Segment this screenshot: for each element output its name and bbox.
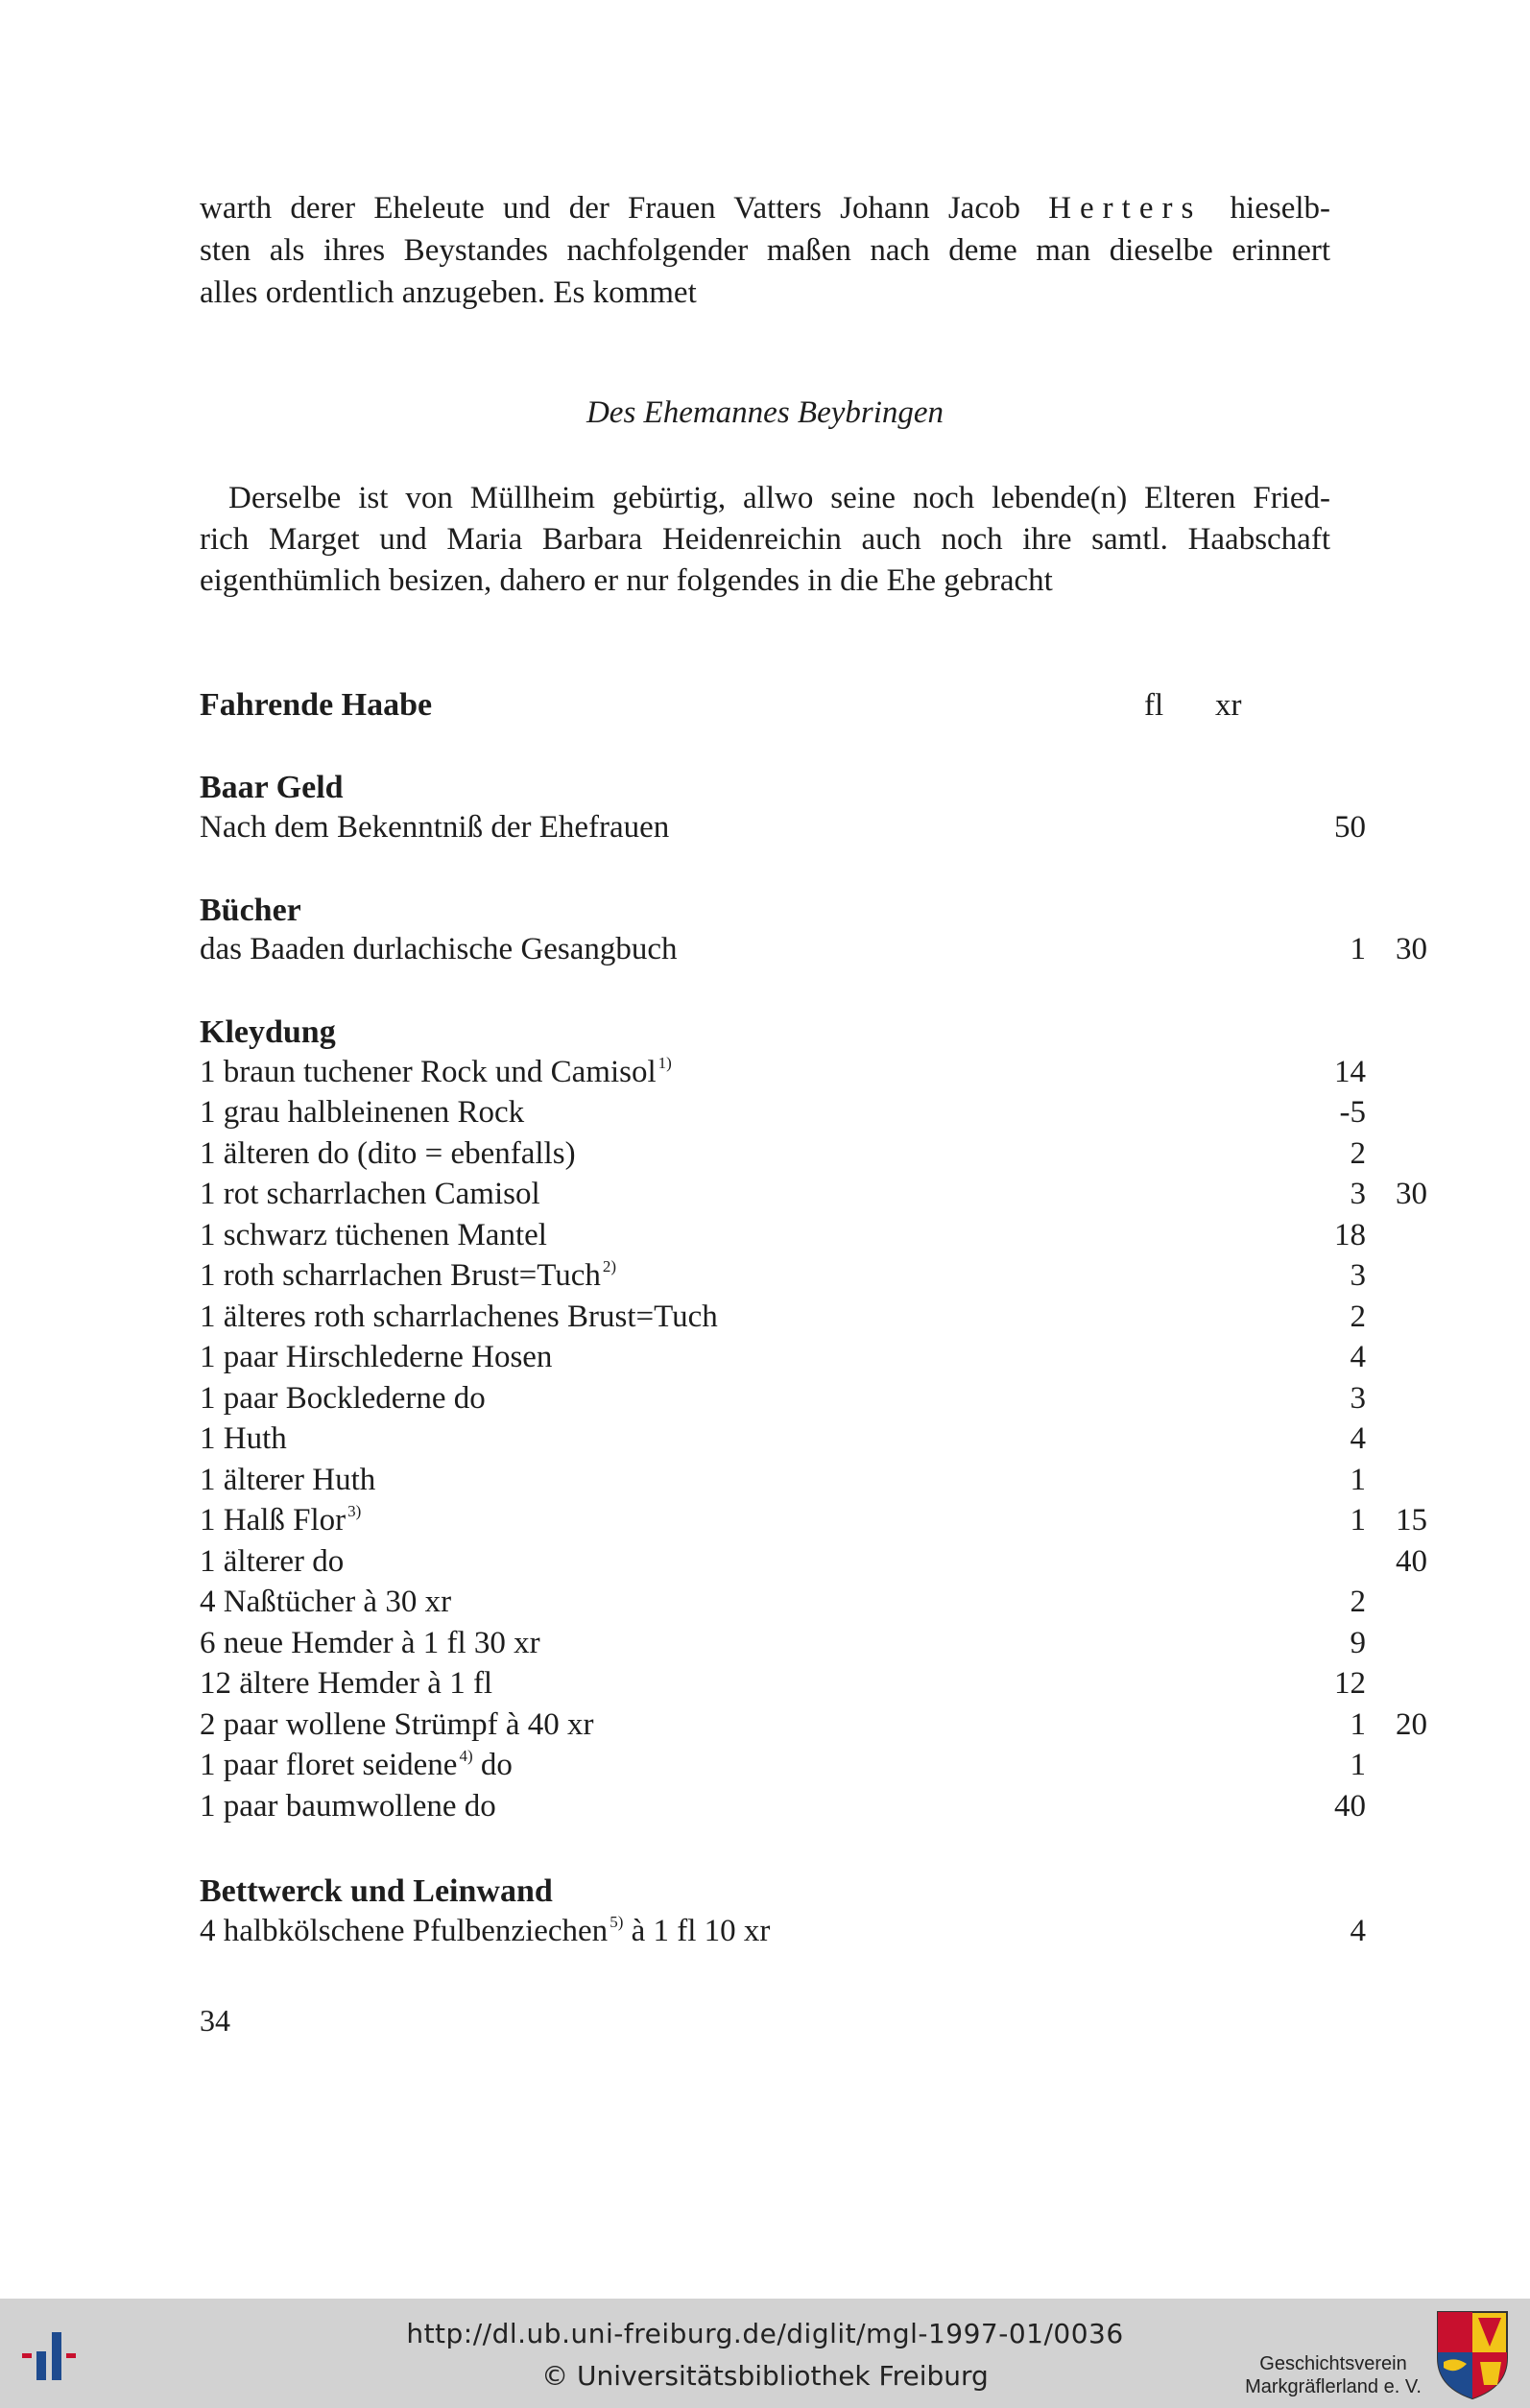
value-fl: 50 <box>1334 810 1366 845</box>
item-label <box>200 1623 540 1663</box>
section-bettwerck: Bettwerck und Leinwand <box>200 1873 553 1909</box>
value-fl: 3 <box>1350 1258 1366 1293</box>
item-label <box>200 1337 552 1377</box>
item-text: 1 älteres roth scharrlachenes Brust=Tuch <box>200 1299 718 1334</box>
table-row <box>200 1745 1366 1785</box>
society-line2: Markgräflerland e. V. <box>1245 2376 1422 2397</box>
table-row <box>200 1705 1427 1745</box>
footnote-marker: 3) <box>347 1502 362 1520</box>
value-fl: 1 <box>1350 1748 1366 1782</box>
footnote-marker: 1) <box>657 1054 672 1072</box>
table-row <box>200 1052 1366 1092</box>
table-row <box>200 807 1366 847</box>
item-label <box>200 1786 496 1826</box>
table-row <box>200 1911 1366 1951</box>
value-fl: 40 <box>1334 1789 1366 1824</box>
paragraph-line1: Derselbe ist von Müllheim gebürtig, allwo seine noch lebende(n) Elteren Fried- <box>228 481 1330 515</box>
item-label <box>200 1215 547 1255</box>
item-text: 1 paar Hirschlederne Hosen <box>200 1340 553 1374</box>
value-fl: 2 <box>1350 1299 1366 1334</box>
value-fl: 1 <box>1350 1707 1366 1742</box>
table-row <box>200 1663 1366 1704</box>
item-text: 6 neue Hemder à 1 fl 30 xr <box>200 1626 540 1660</box>
intro-line1-after: hieselb- <box>1230 191 1331 226</box>
table-row <box>200 1255 1366 1296</box>
footnote-marker: 5) <box>610 1913 624 1931</box>
item-label <box>200 1663 492 1704</box>
value-fl: 1 <box>1350 1463 1366 1497</box>
value-fl: 3 <box>1350 1381 1366 1416</box>
item-label <box>200 929 678 969</box>
page-number: 34 <box>200 2003 230 2038</box>
item-label <box>200 1133 576 1174</box>
footnote-marker: 4) <box>459 1747 473 1765</box>
footer-bar <box>0 2299 1530 2408</box>
section-baar-geld: Baar Geld <box>200 770 344 805</box>
item-label <box>200 1460 375 1500</box>
intro-paragraph <box>200 187 1330 314</box>
item-label <box>200 1745 513 1785</box>
description-paragraph <box>200 478 1330 602</box>
item-label <box>200 1092 524 1132</box>
society-name <box>1232 2352 1434 2398</box>
value-fl: 14 <box>1334 1055 1366 1089</box>
item-text: 1 Halß Flor <box>200 1503 347 1538</box>
item-label <box>200 1541 344 1582</box>
item-text: 2 paar wollene Strümpf à 40 xr <box>200 1707 594 1742</box>
table-row <box>200 1092 1366 1132</box>
item-text: 1 braun tuchener Rock und Camisol <box>200 1055 657 1089</box>
value-fl: 12 <box>1334 1666 1366 1701</box>
value-fl: 4 <box>1350 1914 1366 1948</box>
section-kleydung: Kleydung <box>200 1014 336 1050</box>
item-text: 12 ältere Hemder à 1 fl <box>200 1666 493 1701</box>
paragraph-line3: eigenthümlich besizen, dahero er nur folgendes in die Ehe gebracht <box>200 563 1053 598</box>
item-text: 1 schwarz tüchenen Mantel <box>200 1218 547 1252</box>
table-row <box>200 1337 1366 1377</box>
item-label <box>200 1705 594 1745</box>
value-xr: 20 <box>1396 1707 1427 1742</box>
value-fl: -5 <box>1339 1095 1366 1130</box>
column-header-xr: xr <box>1215 688 1242 723</box>
paragraph-line2: rich Marget und Maria Barbara Heidenreichin auch noch ihre samtl. Haabschaft <box>200 522 1330 557</box>
item-text: 1 paar Bocklederne do <box>200 1381 486 1416</box>
value-fl: 18 <box>1334 1218 1366 1252</box>
item-label <box>200 1500 361 1540</box>
value-fl: 1 <box>1350 932 1366 966</box>
table-row <box>200 1786 1366 1826</box>
section-heading: Des Ehemannes Beybringen <box>586 395 944 430</box>
item-label <box>200 807 669 847</box>
item-label <box>200 1297 718 1337</box>
item-text: 1 älterer Huth <box>200 1463 376 1497</box>
value-fl: 4 <box>1350 1340 1366 1374</box>
table-row <box>200 1582 1366 1622</box>
table-row <box>200 929 1427 969</box>
column-header-fl: fl <box>1144 688 1164 723</box>
item-text: 1 Huth <box>200 1421 287 1456</box>
intro-line2: sten als ihres Beystandes nachfolgender maßen nach deme man dieselbe erinnert <box>200 233 1330 268</box>
item-text: das Baaden durlachische Gesangbuch <box>200 932 678 966</box>
item-label <box>200 1174 540 1214</box>
value-fl: 1 <box>1350 1503 1366 1538</box>
item-text: 1 paar floret seidene <box>200 1748 458 1782</box>
item-text: 1 älteren do (dito = ebenfalls) <box>200 1136 576 1171</box>
section-buecher: Bücher <box>200 893 301 928</box>
society-line1: Geschichtsverein <box>1259 2353 1407 2374</box>
item-label <box>200 1255 616 1296</box>
item-text-suffix: do <box>472 1748 513 1782</box>
value-fl: 3 <box>1350 1177 1366 1211</box>
intro-line3: alles ordentlich anzugeben. Es kommet <box>200 275 697 310</box>
value-fl: 4 <box>1350 1421 1366 1456</box>
value-xr: 30 <box>1396 932 1427 966</box>
intro-line1-before: warth derer Eheleute und der Frauen Vatters Johann Jacob <box>200 191 1020 226</box>
item-label <box>200 1419 287 1459</box>
item-text: 4 Naßtücher à 30 xr <box>200 1585 452 1619</box>
item-label <box>200 1052 672 1092</box>
footer-url[interactable]: http://dl.ub.uni-freiburg.de/diglit/mgl-1997-01/0036 <box>406 2318 1124 2349</box>
table-row <box>200 1378 1366 1419</box>
value-xr: 30 <box>1396 1177 1427 1211</box>
value-fl: 2 <box>1350 1136 1366 1171</box>
item-text: 1 älterer do <box>200 1544 345 1579</box>
table-row <box>200 1460 1366 1500</box>
item-text: 1 paar baumwollene do <box>200 1789 496 1824</box>
item-label <box>200 1911 770 1951</box>
value-fl: 2 <box>1350 1585 1366 1619</box>
footer-copyright: © Universitätsbibliothek Freiburg <box>541 2360 989 2392</box>
item-text: 1 grau halbleinenen Rock <box>200 1095 525 1130</box>
item-text: Nach dem Bekenntniß der Ehefrauen <box>200 810 670 845</box>
item-text: 1 rot scharrlachen Camisol <box>200 1177 540 1211</box>
coat-of-arms-icon <box>1434 2308 1511 2400</box>
item-label <box>200 1378 486 1419</box>
item-text-suffix: à 1 fl 10 xr <box>623 1914 771 1948</box>
footnote-marker: 2) <box>602 1257 617 1276</box>
table-title: Fahrende Haabe <box>200 687 433 723</box>
item-text: 4 halbkölschene Pfulbenziechen <box>200 1914 609 1948</box>
table-row <box>200 1541 1427 1582</box>
table-row <box>200 1215 1366 1255</box>
value-fl: 9 <box>1350 1626 1366 1660</box>
table-row <box>200 1174 1427 1214</box>
table-row <box>200 1623 1366 1663</box>
intro-name-spaced: Herters <box>1048 191 1203 226</box>
value-xr: 15 <box>1396 1503 1427 1538</box>
table-row <box>200 1500 1427 1540</box>
table-row <box>200 1297 1366 1337</box>
item-text: 1 roth scharrlachen Brust=Tuch <box>200 1258 601 1293</box>
table-row <box>200 1419 1366 1459</box>
table-row <box>200 1133 1366 1174</box>
item-label <box>200 1582 451 1622</box>
value-xr: 40 <box>1396 1544 1427 1579</box>
